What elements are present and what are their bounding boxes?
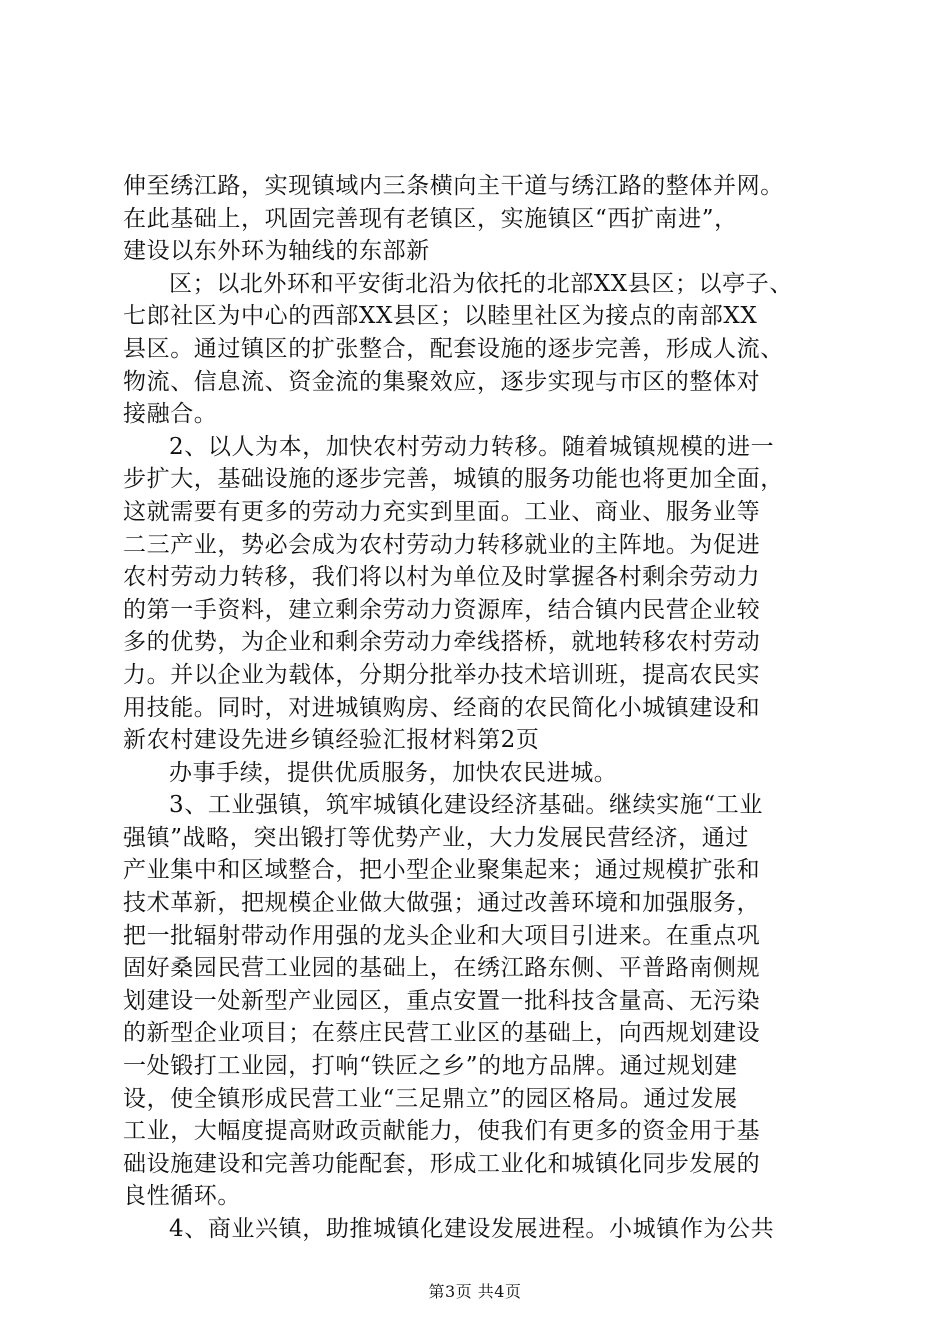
text-line: 区；以北外环和平安街北沿为依托的北部XX县区；以亭子、	[169, 270, 793, 297]
text-line: 础设施建设和完善功能配套，形成工业化和城镇化同步发展的	[123, 1150, 761, 1177]
text-line: 七郎社区为中心的西部XX县区；以睦里社区为接点的南部XX	[123, 303, 758, 330]
text-line: 用技能。同时，对进城镇购房、经商的农民简化小城镇建设和	[123, 694, 761, 721]
text-line: 工业，大幅度提高财政贡献能力，使我们有更多的资金用于基	[123, 1118, 761, 1145]
text-line: 办事手续，提供优质服务，加快农民进城。	[169, 759, 618, 786]
text-line: 强镇”战略，突出锻打等优势产业，大力发展民营经济，通过	[123, 824, 749, 851]
text-line: 把一批辐射带动作用强的龙头企业和大项目引进来。在重点巩	[123, 922, 761, 949]
text-line: 在此基础上，巩固完善现有老镇区，实施镇区“西扩南进”，	[123, 205, 738, 232]
text-line: 多的优势，为企业和剩余劳动力牵线搭桥，就地转移农村劳动	[123, 629, 761, 656]
text-line: 划建设一处新型产业园区，重点安置一批科技含量高、无污染	[123, 987, 761, 1014]
text-line: 这就需要有更多的劳动力充实到里面。工业、商业、服务业等	[123, 498, 761, 525]
text-line: 设，使全镇形成民营工业“三足鼎立”的园区格局。通过发展	[123, 1085, 738, 1112]
text-line: 县区。通过镇区的扩张整合，配套设施的逐步完善，形成人流、	[123, 335, 784, 362]
text-line: 的第一手资料，建立剩余劳动力资源库，结合镇内民营企业较	[123, 596, 761, 623]
body-text	[123, 170, 835, 1246]
text-line: 2、以人为本，加快农村劳动力转移。随着城镇规模的进一	[169, 433, 775, 460]
text-line: 技术革新，把规模企业做大做强；通过改善环境和加强服务，	[123, 890, 761, 917]
text-line: 良性循环。	[123, 1183, 241, 1210]
text-line: 物流、信息流、资金流的集聚效应，逐步实现与市区的整体对	[123, 368, 761, 395]
text-line: 的新型企业项目；在蔡庄民营工业区的基础上，向西规划建设	[123, 1020, 761, 1047]
text-line: 力。并以企业为载体，分期分批举办技术培训班，提高农民实	[123, 661, 761, 688]
text-line: 4、商业兴镇，助推城镇化建设发展进程。小城镇作为公共	[169, 1216, 775, 1242]
text-line: 建设以东外环为轴线的东部新	[123, 238, 430, 265]
text-line: 伸至绣江路，实现镇域内三条横向主干道与绣江路的整体并网。	[123, 173, 784, 199]
text-line: 一处锻打工业园，打响“铁匠之乡”的地方品牌。通过规划建	[123, 1053, 738, 1080]
text-line: 二三产业，势必会成为农村劳动力转移就业的主阵地。为促进	[123, 531, 761, 558]
text-line: 新农村建设先进乡镇经验汇报材料第2页	[123, 727, 540, 754]
text-line: 固好桑园民营工业园的基础上，在绣江路东侧、平普路南侧规	[123, 955, 761, 982]
text-line: 农村劳动力转移，我们将以村为单位及时掌握各村剩余劳动力	[123, 564, 761, 591]
text-line: 步扩大，基础设施的逐步完善，城镇的服务功能也将更加全面，	[123, 466, 784, 493]
text-line: 3、工业强镇，筑牢城镇化建设经济基础。继续实施“工业	[169, 792, 763, 819]
text-line: 产业集中和区域整合，把小型企业聚集起来；通过规模扩张和	[123, 857, 761, 884]
page-footer: 第3页 共4页	[428, 1282, 522, 1301]
text-line: 接融合。	[123, 401, 218, 428]
